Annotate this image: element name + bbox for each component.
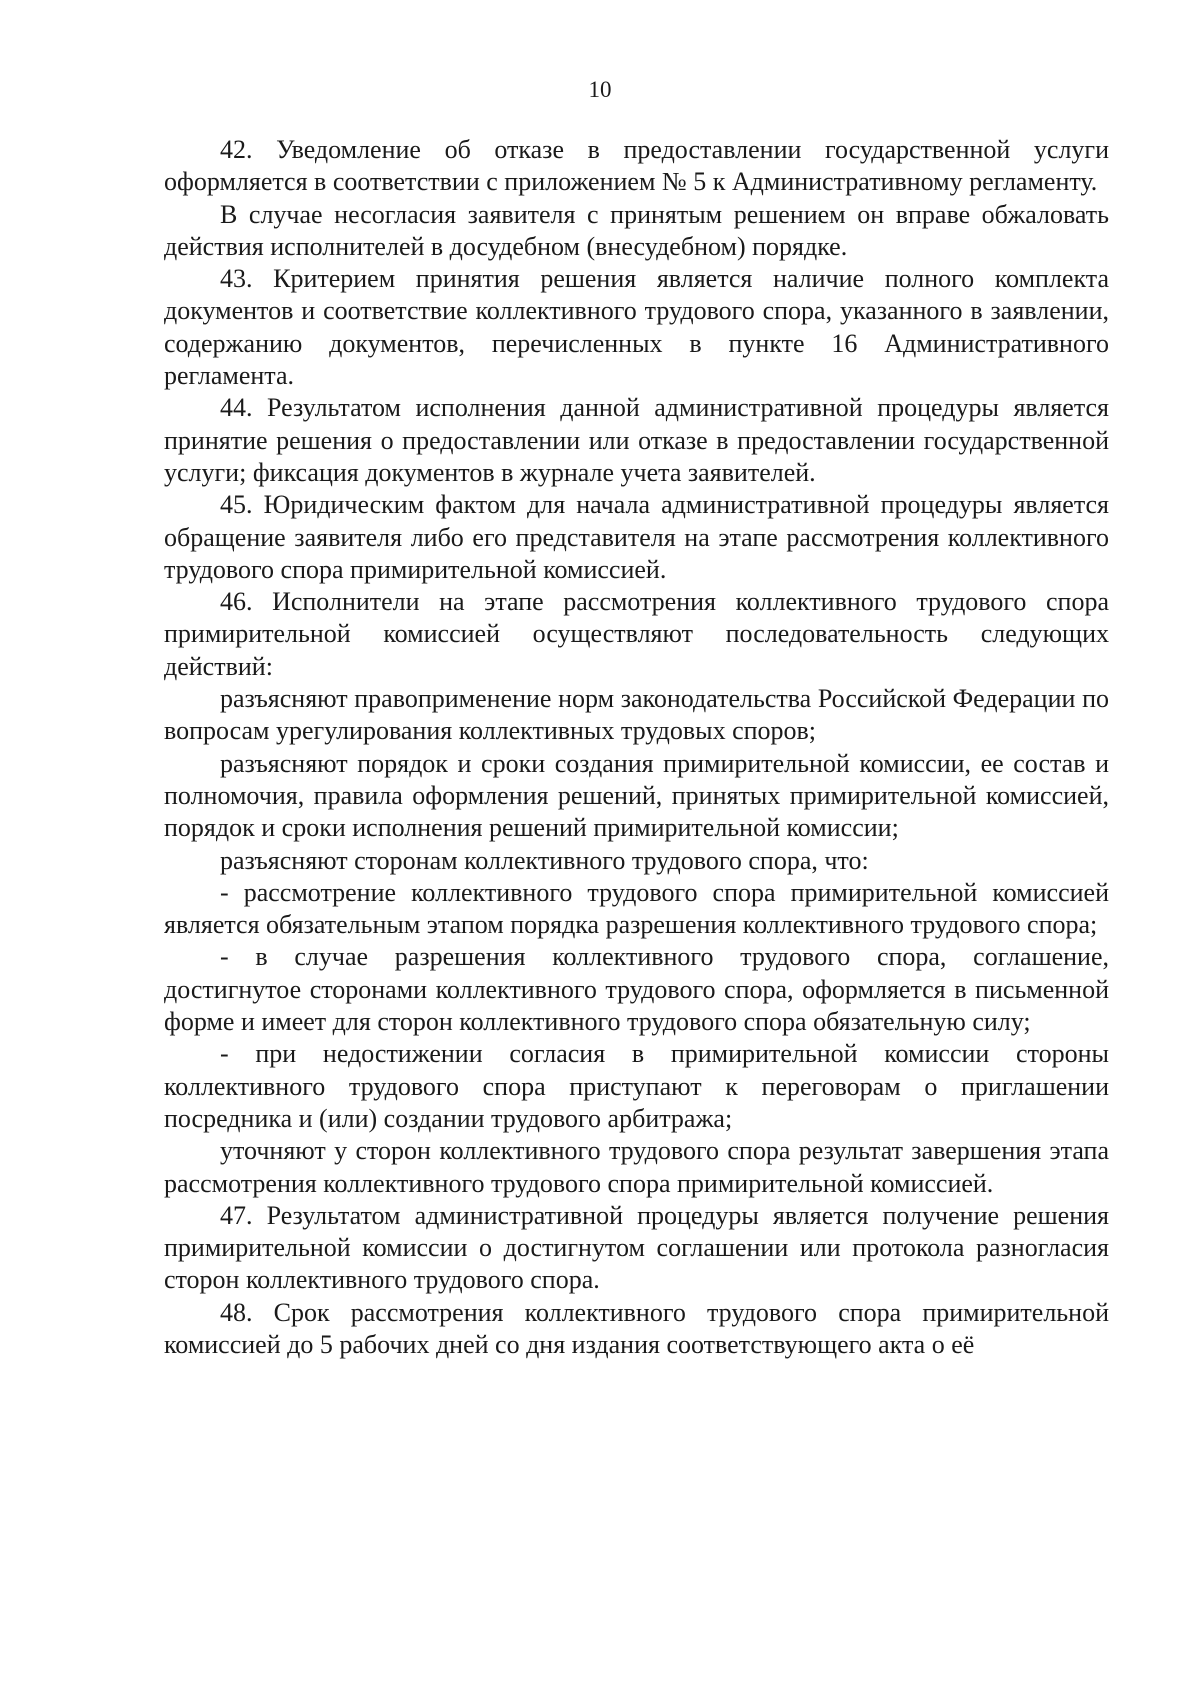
list-item-agreement: - в случае разрешения коллективного трудового спора, соглашение, достигнутое сторонами коллективного трудового спора, оформляется в письменной форме и имеет для сторон коллективного трудового спора обязательную силу;	[164, 942, 1109, 1037]
paragraph-42-appeal: В случае несогласия заявителя с принятым решением он вправе обжаловать действия исполнителей в досудебном (внесудебном) порядке.	[164, 199, 1109, 261]
action-explain-parties: разъясняют сторонам коллективного трудового спора, что:	[220, 845, 869, 875]
action-explain-commission: разъясняют порядок и сроки создания примирительной комиссии, ее состав и полномочия, правила оформления решений, принятых примирительной комиссией, порядок и сроки исполнения решений примирительной комиссии;	[164, 748, 1109, 843]
page-number: 10	[588, 77, 612, 102]
paragraph-48: 48. Срок рассмотрения коллективного трудового спора примирительной комиссией до 5 рабочих дней со дня издания соответствующего акта о её	[164, 1297, 1109, 1359]
paragraph-47: 47. Результатом административной процедуры является получение решения примирительной комиссии о достигнутом соглашении или протокола разногласия сторон коллективного трудового спора.	[164, 1200, 1109, 1295]
paragraph-44: 44. Результатом исполнения данной административной процедуры является принятие решения о предоставлении или отказе в предоставлении государственной услуги; фиксация документов в журнале учета заявителей.	[164, 393, 1109, 487]
action-explain-law: разъясняют правоприменение норм законодательства Российской Федерации по вопросам урегулирования коллективных трудовых споров;	[164, 684, 1109, 746]
document-body	[164, 134, 1109, 1361]
paragraph-45: 45. Юридическим фактом для начала административной процедуры является обращение заявителя либо его представителя на этапе рассмотрения коллективного трудового спора примирительной комиссией.	[164, 490, 1109, 584]
paragraph-42: 42. Уведомление об отказе в предоставлении государственной услуги оформляется в соответствии с приложением № 5 к Административному регламенту.	[164, 135, 1109, 197]
list-item-mandatory-stage: - рассмотрение коллективного трудового спора примирительной комиссией является обязательным этапом порядка разрешения коллективного трудового спора;	[164, 877, 1109, 940]
paragraph-43: 43. Критерием принятия решения является наличие полного комплекта документов и соответствие коллективного трудового спора, указанного в заявлении, содержанию документов, перечисленных в пункте 16 Административного регламента.	[164, 264, 1109, 391]
paragraph-46: 46. Исполнители на этапе рассмотрения коллективного трудового спора примирительной комиссией осуществляют последовательность следующих действий:	[164, 587, 1109, 681]
list-item-no-agreement: - при недостижении согласия в примирительной комиссии стороны коллективного трудового спора приступают к переговорам о приглашении посредника и (или) создании трудового арбитража;	[164, 1039, 1109, 1133]
action-clarify-result: уточняют у сторон коллективного трудового спора результат завершения этапа рассмотрения коллективного трудового спора примирительной комиссией.	[164, 1136, 1109, 1198]
